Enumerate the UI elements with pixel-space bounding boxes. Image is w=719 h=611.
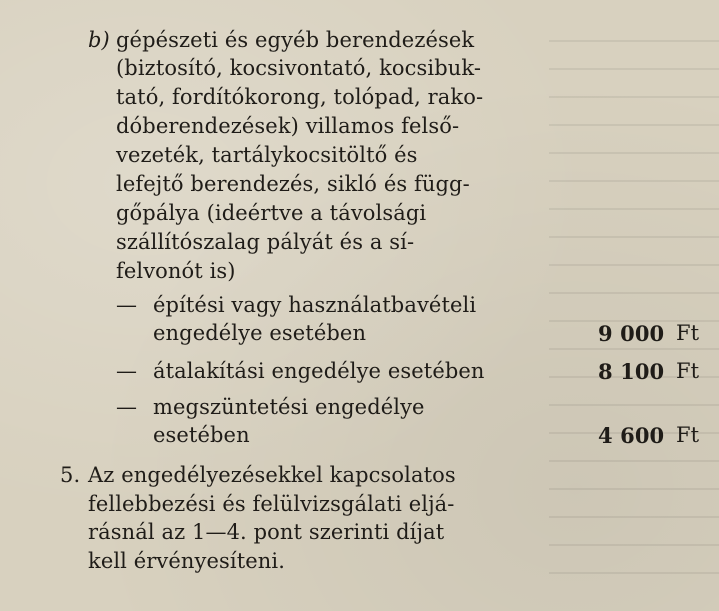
show-through-text: [549, 40, 719, 600]
section-b-line-4: dóberendezések) villamos felső-: [116, 114, 460, 138]
item-3-line-1: megszüntetési engedélye: [153, 395, 425, 419]
item-2-currency: Ft: [676, 359, 700, 383]
section-5-line-4: kell érvényesíteni.: [88, 549, 286, 573]
section-b-line-3: tató, fordítókorong, tolópad, rako-: [116, 85, 484, 109]
item-1-currency: Ft: [676, 321, 700, 345]
section-b-line-8: szállítószalag pályát és a sí-: [116, 230, 415, 254]
item-1-amount: 9 000: [598, 321, 665, 346]
item-2-amount: 8 100: [598, 359, 665, 384]
section-b-line-2: (biztosító, kocsivontató, kocsibuk-: [116, 56, 482, 80]
section-b-line-5: vezeték, tartálykocsitöltő és: [116, 143, 418, 167]
section-5-line-2: fellebbezési és felülvizsgálati eljá-: [88, 492, 455, 516]
section-b-line-7: gőpálya (ideértve a távolsági: [116, 201, 427, 225]
section-5-number: 5.: [60, 463, 81, 487]
section-b-line-1: gépészeti és egyéb berendezések: [116, 28, 475, 52]
item-3-amount: 4 600: [598, 423, 665, 448]
item-2-line-1: átalakítási engedélye esetében: [153, 359, 485, 383]
section-b-line-9: felvonót is): [116, 259, 236, 283]
section-b-line-6: lefejtő berendezés, sikló és függ-: [116, 172, 470, 196]
item-1-line-1: építési vagy használatbavételi: [153, 293, 477, 317]
item-2-dash: —: [116, 359, 138, 383]
section-b-marker: b): [88, 28, 110, 52]
item-3-currency: Ft: [676, 423, 700, 447]
item-1-dash: —: [116, 293, 138, 317]
item-3-line-2: esetében: [153, 423, 250, 447]
item-1-line-2: engedélye esetében: [153, 321, 367, 345]
section-5-line-1: Az engedélyezésekkel kapcsolatos: [88, 463, 456, 487]
section-5-line-3: rásnál az 1—4. pont szerinti díjat: [88, 520, 445, 544]
item-3-dash: —: [116, 395, 138, 419]
